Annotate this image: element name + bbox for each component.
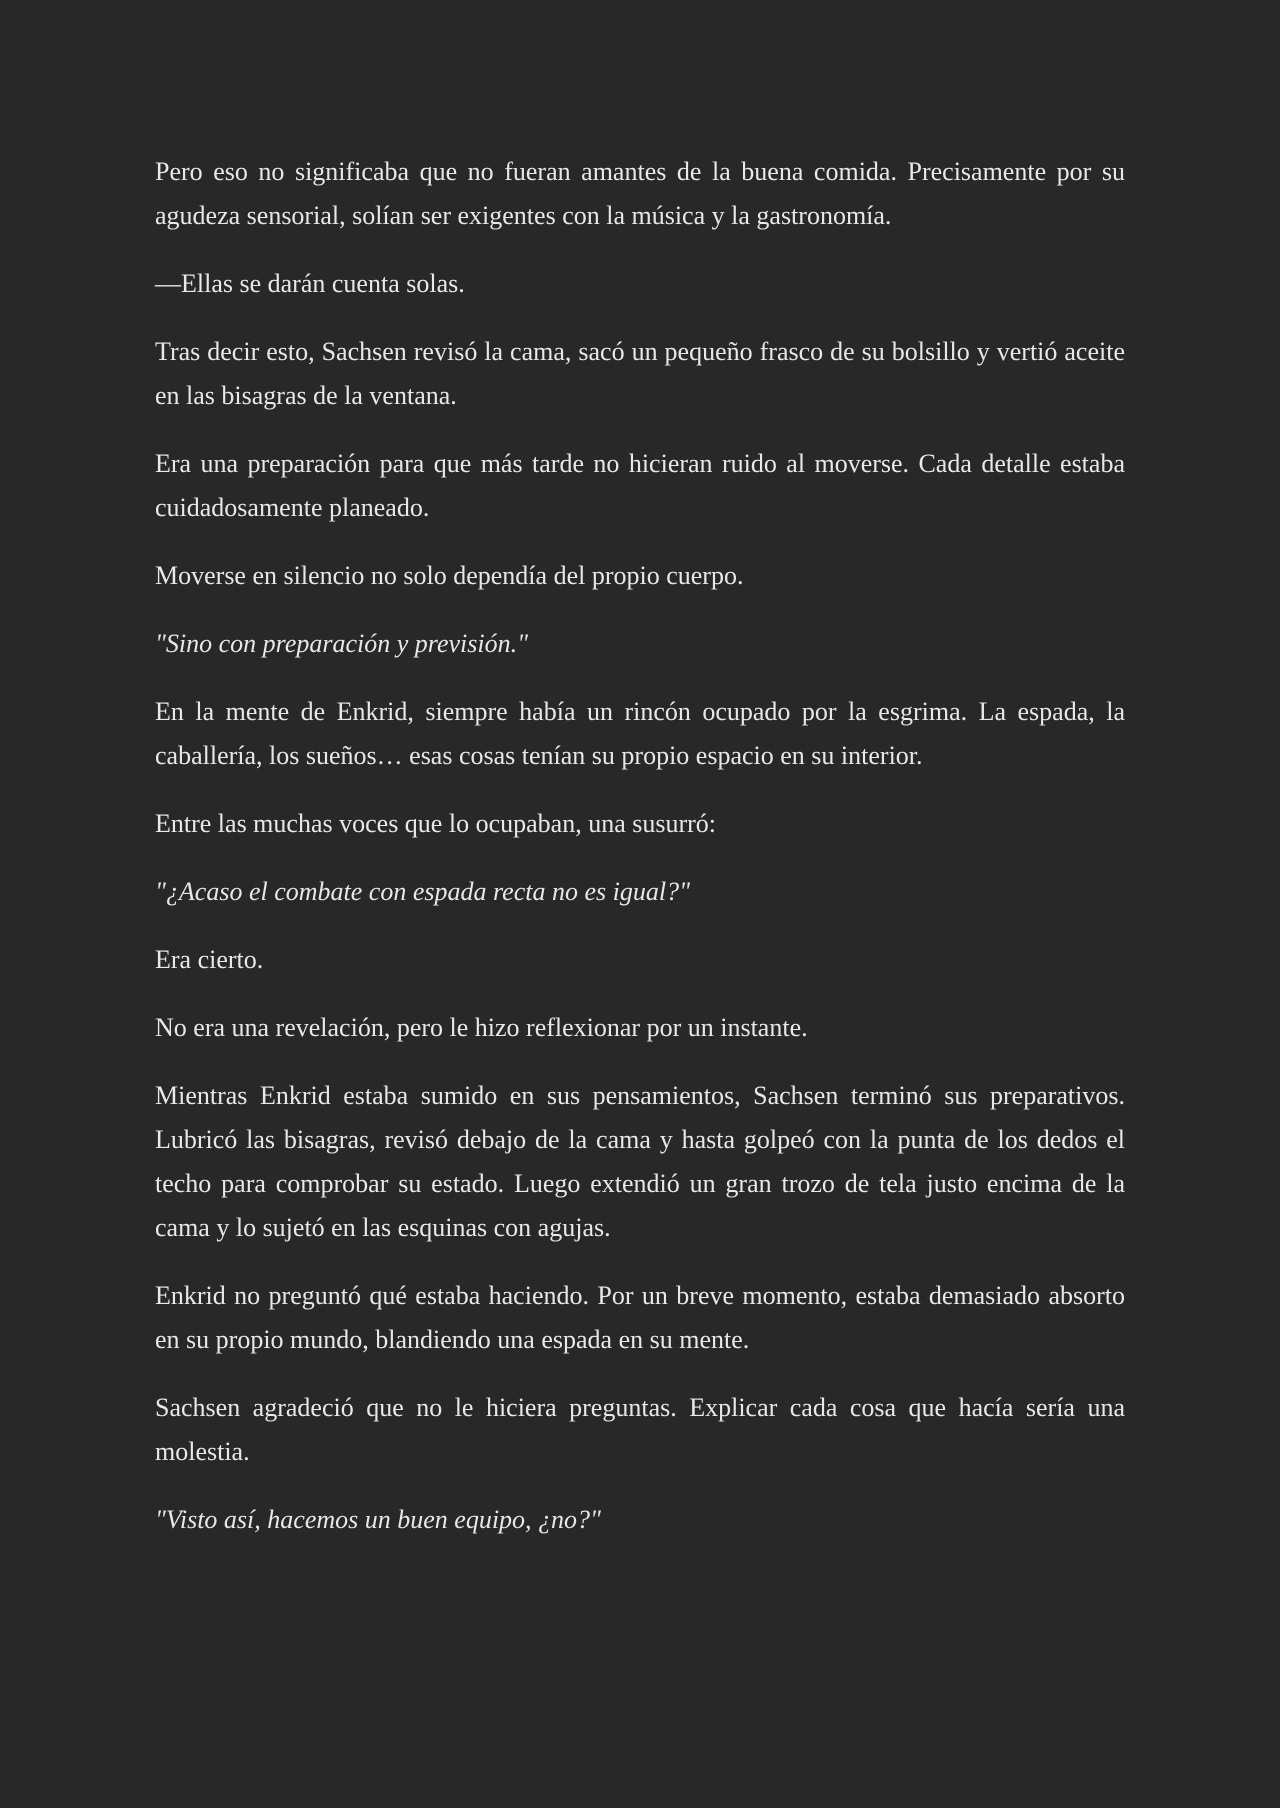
paragraph-3: Tras decir esto, Sachsen revisó la cama, sacó un pequeño frasco de su bolsillo y vertió aceite en las bisagras de la ventana. (155, 337, 1125, 410)
paragraph-1: Pero eso no significaba que no fueran amantes de la buena comida. Precisamente por su agudeza sensorial, solían ser exigentes con la música y la gastronomía. (155, 157, 1125, 230)
paragraph-14: Sachsen agradeció que no le hiciera preguntas. Explicar cada cosa que hacía sería una molestia. (155, 1393, 1125, 1466)
thought-quote-2: "¿Acaso el combate con espada recta no es igual?" (155, 877, 690, 906)
thought-quote-3: "Visto así, hacemos un buen equipo, ¿no?" (155, 1505, 601, 1534)
paragraph-10: Era cierto. (155, 945, 264, 974)
paragraph-12: Mientras Enkrid estaba sumido en sus pensamientos, Sachsen terminó sus preparativos. Lubricó las bisagras, revisó debajo de la cama y hasta golpeó con la punta de los dedos el techo para comprobar su estado. Luego extendió un gran trozo de tela justo encima de la cama y lo sujetó en las esquinas con agujas. (155, 1081, 1125, 1242)
paragraph-7: En la mente de Enkrid, siempre había un rincón ocupado por la esgrima. La espada, la caballería, los sueños… esas cosas tenían su propio espacio en su interior. (155, 697, 1125, 770)
paragraph-8: Entre las muchas voces que lo ocupaban, una susurró: (155, 809, 717, 838)
paragraph-4: Era una preparación para que más tarde no hicieran ruido al moverse. Cada detalle estaba cuidadosamente planeado. (155, 449, 1125, 522)
thought-quote-1: "Sino con preparación y previsión." (155, 629, 529, 658)
paragraph-2: —Ellas se darán cuenta solas. (155, 269, 465, 298)
paragraph-11: No era una revelación, pero le hizo reflexionar por un instante. (155, 1013, 808, 1042)
paragraph-5: Moverse en silencio no solo dependía del propio cuerpo. (155, 561, 744, 590)
paragraph-13: Enkrid no preguntó qué estaba haciendo. Por un breve momento, estaba demasiado absorto en su propio mundo, blandiendo una espada en su mente. (155, 1281, 1125, 1354)
